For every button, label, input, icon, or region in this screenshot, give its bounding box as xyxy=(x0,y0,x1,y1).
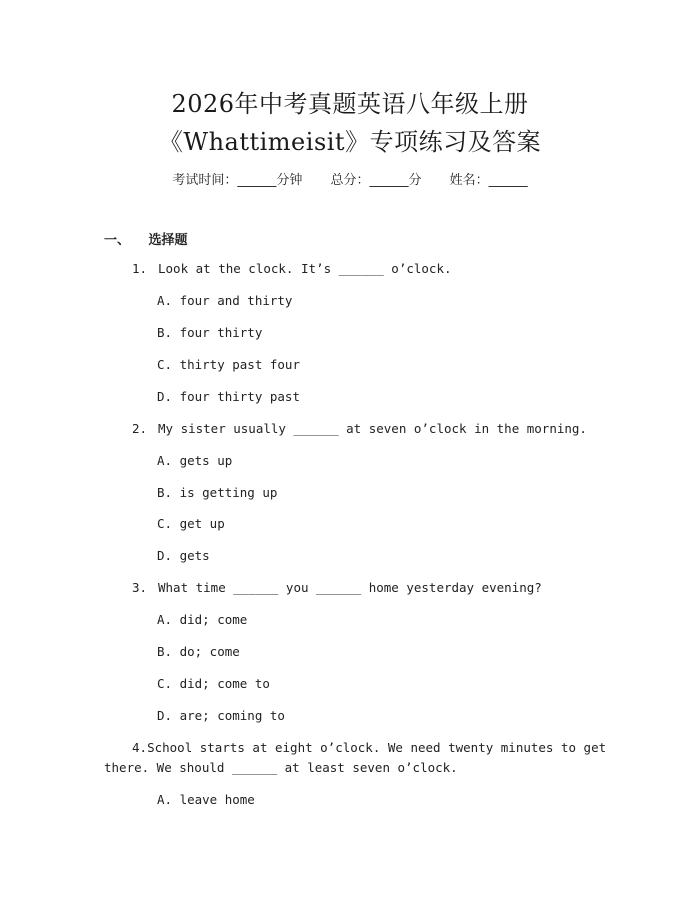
question-text: My sister usually ______ at seven o’clock in the morning. xyxy=(158,421,587,436)
section-title: 选择题 xyxy=(148,233,188,248)
question-1 xyxy=(132,261,452,276)
question-3 xyxy=(132,580,542,595)
question-3-option-d: D. are; coming to xyxy=(157,708,285,723)
question-3-option-b: B. do; come xyxy=(157,644,240,659)
question-1-option-d: D. four thirty past xyxy=(157,389,300,404)
document-title-line-2: 《Whattimeisit》专项练习及答案 xyxy=(158,128,542,156)
question-1-option-a: A. four and thirty xyxy=(157,293,293,308)
question-2-option-d: D. gets xyxy=(157,548,210,563)
question-4-option-a: A. leave home xyxy=(157,792,255,807)
question-3-option-c: C. did; come to xyxy=(157,676,270,691)
document-title-line-1: 2026年中考真题英语八年级上册 xyxy=(171,90,529,118)
question-text: Look at the clock. It’s ______ o’clock. xyxy=(158,261,452,276)
question-number: 4. xyxy=(132,740,148,755)
question-number: 1. xyxy=(132,261,148,276)
question-2-option-b: B. is getting up xyxy=(157,485,278,500)
question-text-line-1: School starts at eight o’clock. We need twenty minutes to get xyxy=(147,740,607,755)
question-text: What time ______ you ______ home yesterday evening? xyxy=(158,580,542,595)
question-4-text-line-2: there. We should ______ at least seven o’clock. xyxy=(104,760,458,775)
section-heading xyxy=(104,229,188,248)
student-name-field: 姓名：______ xyxy=(449,173,528,188)
question-1-option-c: C. thirty past four xyxy=(157,357,300,372)
question-2-option-a: A. gets up xyxy=(157,453,233,468)
question-2-option-c: C. get up xyxy=(157,516,225,531)
question-number: 2. xyxy=(132,421,148,436)
total-score-field: 总分：______分 xyxy=(330,173,422,188)
exam-meta xyxy=(0,169,700,188)
question-3-option-a: A. did; come xyxy=(157,612,248,627)
question-2 xyxy=(132,421,587,436)
question-4 xyxy=(132,740,606,755)
question-1-option-b: B. four thirty xyxy=(157,325,263,340)
question-number: 3. xyxy=(132,580,148,595)
exam-time-field: 考试时间：______分钟 xyxy=(172,173,303,188)
section-number: 一、 xyxy=(104,233,131,248)
